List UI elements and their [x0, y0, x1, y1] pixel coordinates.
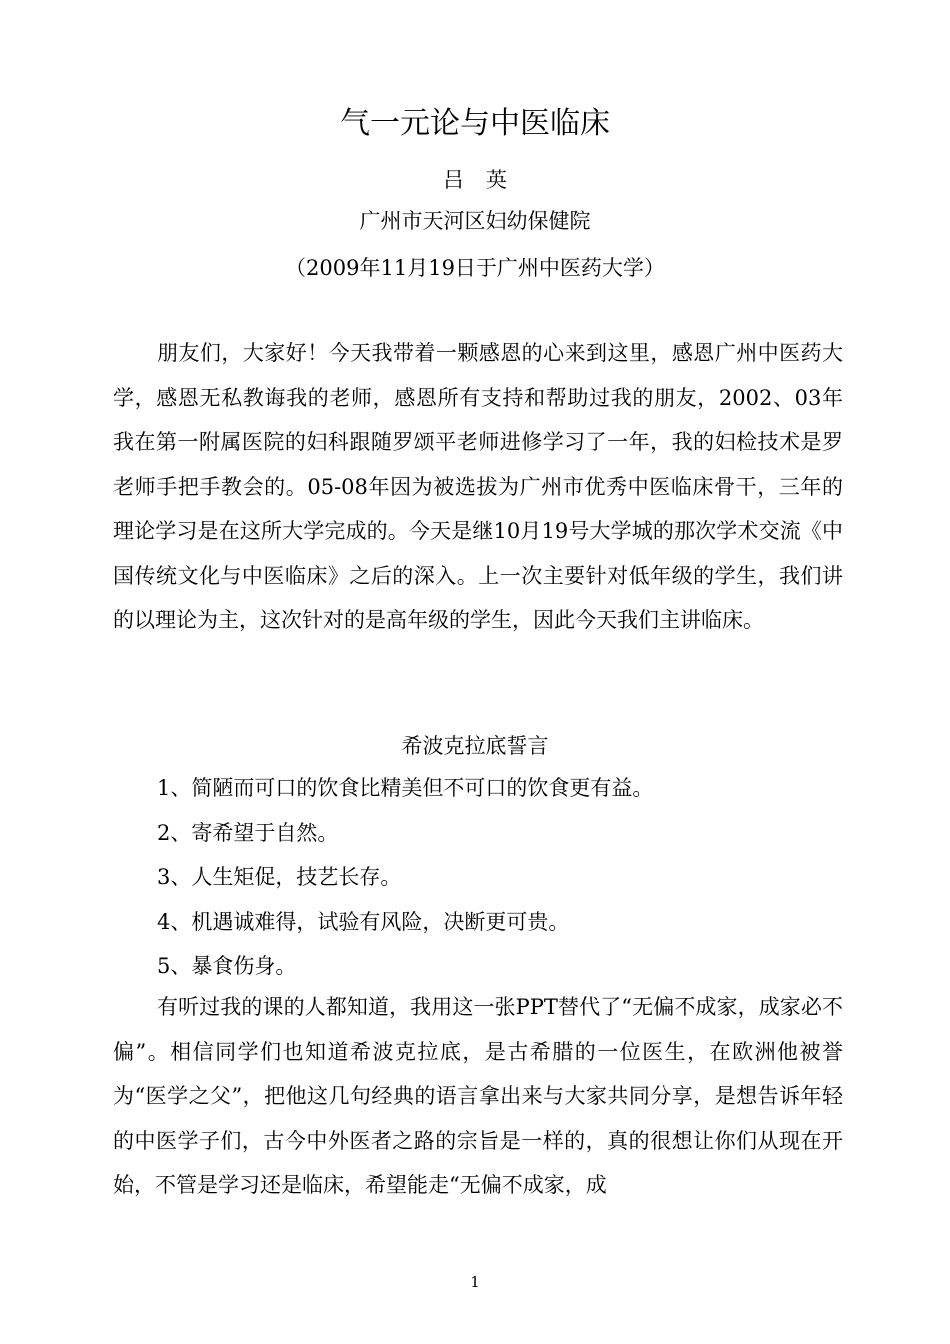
page-number: 1: [470, 1273, 480, 1291]
oath-item: 1、简陋而可口的饮食比精美但不可口的饮食更有益。: [157, 776, 654, 800]
oath-item: 2、寄希望于自然。: [157, 820, 339, 845]
oath-item: 5、暴食伤身。: [157, 954, 297, 978]
author-name: 吕英: [443, 168, 529, 192]
author-affiliation: 广州市天河区妇幼保健院: [359, 209, 591, 233]
document-title: 气一元论与中医临床: [340, 106, 610, 141]
paragraph-hippocrates: 有听过我的课的人都知道，我用这一张PPT替代了“无偏不成家，成家必不偏”。相信同学们也知道希波克拉底，是古希腊的一位医生，在欧洲他被誉为“医学之父”，把他这几句经典的语言拿出来与大家共同分享，是想告诉年轻的中医学子们，古今中外医者之路的宗旨是一样的，真的很想让你们从现在开始，不管是学习还是临床，希望能走“无偏不成家，成: [113, 995, 843, 1197]
oath-item: 3、人生矩促，技艺长存。: [157, 865, 402, 889]
date-line: （2009年11月19日于广州中医药大学）: [285, 256, 665, 280]
paragraph-intro: 朋友们，大家好！今天我带着一颗感恩的心来到这里，感恩广州中医药大学，感恩无私教诲我的老师，感恩所有支持和帮助过我的朋友，2002、03年我在第一附属医院的妇科跟随罗颂平老师进修学习了一年，我的妇检技术是罗老师手把手教会的。05-08年因为被选拔为广州市优秀中医临床骨干，三年的理论学习是在这所大学完成的。今天是继10月19号大学城的那次学术交流《中国传统文化与中医临床》之后的深入。上一次主要针对低年级的学生，我们讲的以理论为主，这次针对的是高年级的学生，因此今天我们主讲临床。: [113, 341, 843, 632]
oath-item: 4、机遇诚难得，试验有风险，决断更可贵。: [157, 909, 570, 934]
oath-list: [157, 766, 653, 989]
oath-heading: 希波克拉底誓言: [401, 734, 549, 758]
